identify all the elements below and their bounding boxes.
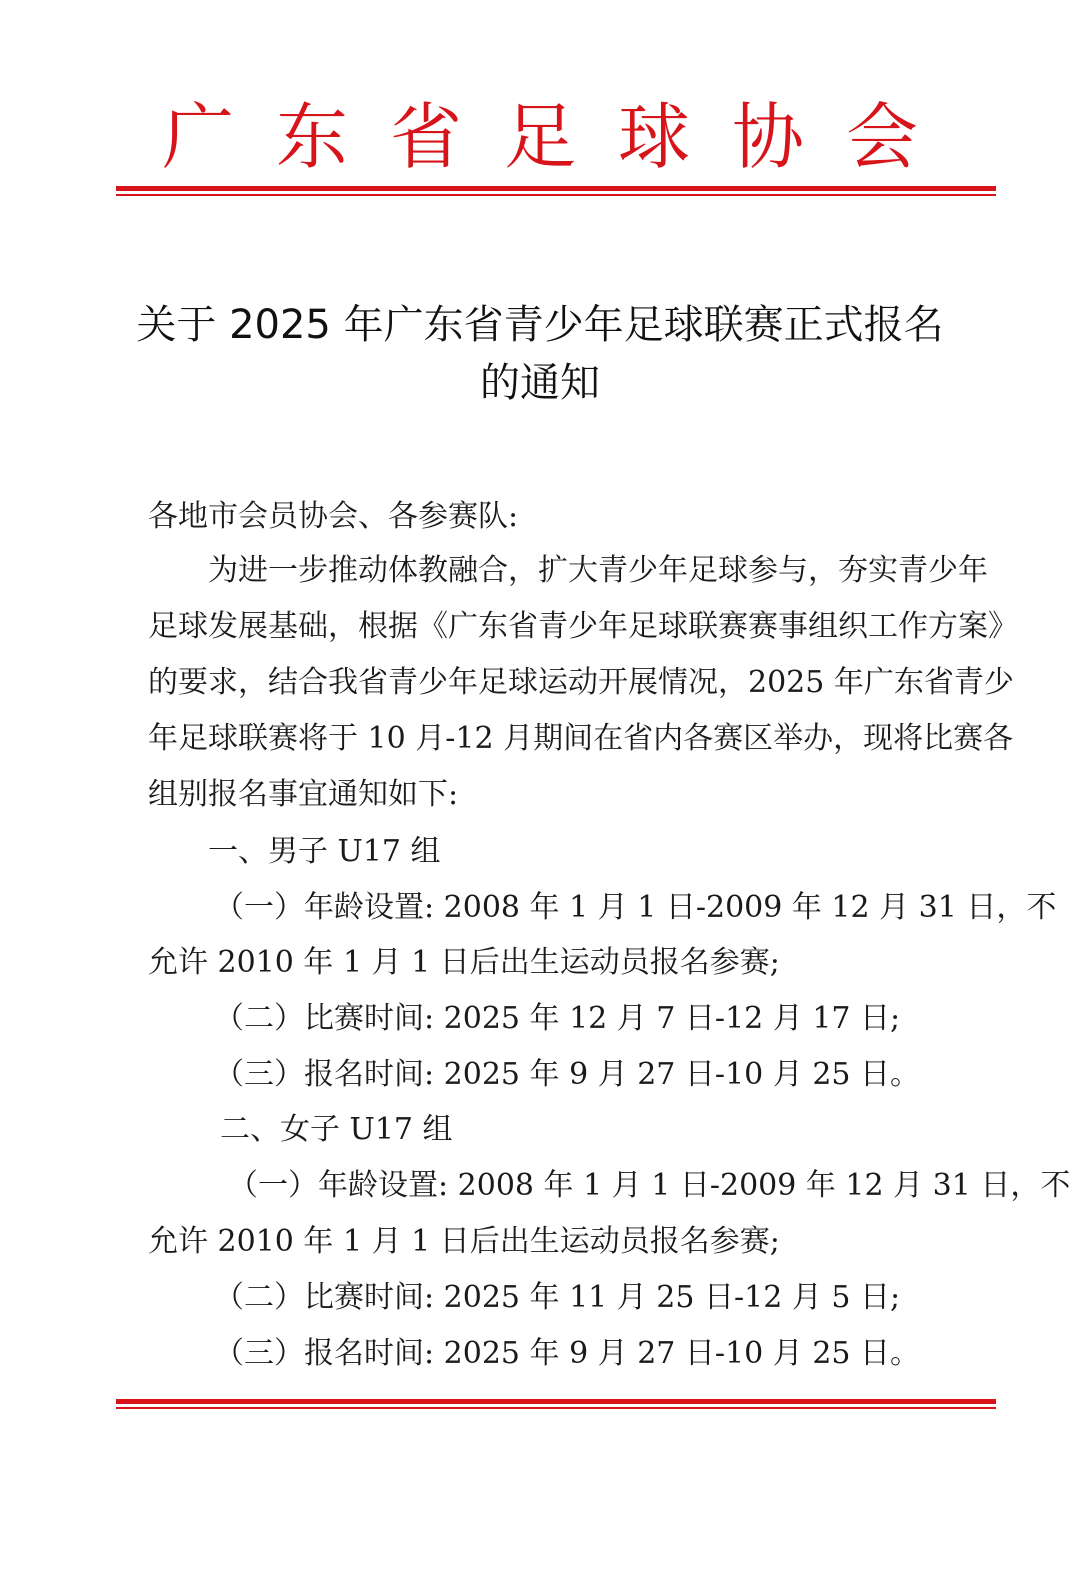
title-line-2: 的通知 (480, 360, 600, 406)
section-heading-women: 二、女子 U17 组 (220, 1112, 453, 1147)
salutation: 各地市会员协会、各参赛队: (148, 499, 519, 534)
organization-header: 广东省足球协会 (161, 95, 960, 179)
women-age-setting-line-1: （一）年龄设置: 2008 年 1 月 1 日-2009 年 12 月 31 日，不 (228, 1168, 1071, 1203)
section-heading-men: 一、男子 U17 组 (208, 834, 441, 869)
men-match-time: （二）比赛时间: 2025 年 12 月 7 日-12 月 17 日; (214, 1001, 901, 1036)
document-title (120, 296, 960, 412)
women-registration-time: （三）报名时间: 2025 年 9 月 27 日-10 月 25 日。 (214, 1336, 921, 1371)
men-registration-time: （三）报名时间: 2025 年 9 月 27 日-10 月 25 日。 (214, 1057, 921, 1092)
intro-line-5: 组别报名事宜通知如下: (148, 777, 459, 812)
intro-line-4: 年足球联赛将于 10 月-12 月期间在省内各赛区举办，现将比赛各 (148, 721, 1014, 756)
title-line-1: 关于 2025 年广东省青少年足球联赛正式报名 (136, 302, 944, 348)
men-age-setting-line-2: 允许 2010 年 1 月 1 日后出生运动员报名参赛; (148, 945, 780, 980)
women-match-time: （二）比赛时间: 2025 年 11 月 25 日-12 月 5 日; (214, 1280, 901, 1315)
footer-red-divider (116, 1399, 996, 1409)
header-red-divider (116, 186, 996, 196)
intro-line-3: 的要求，结合我省青少年足球运动开展情况，2025 年广东省青少 (148, 665, 1014, 700)
intro-line-2: 足球发展基础，根据《广东省青少年足球联赛赛事组织工作方案》 (148, 609, 1018, 644)
women-age-setting-line-2: 允许 2010 年 1 月 1 日后出生运动员报名参赛; (148, 1224, 780, 1259)
men-age-setting-line-1: （一）年龄设置: 2008 年 1 月 1 日-2009 年 12 月 31 日，不 (214, 890, 1057, 925)
intro-line-1: 为进一步推动体教融合，扩大青少年足球参与，夯实青少年 (208, 553, 988, 588)
